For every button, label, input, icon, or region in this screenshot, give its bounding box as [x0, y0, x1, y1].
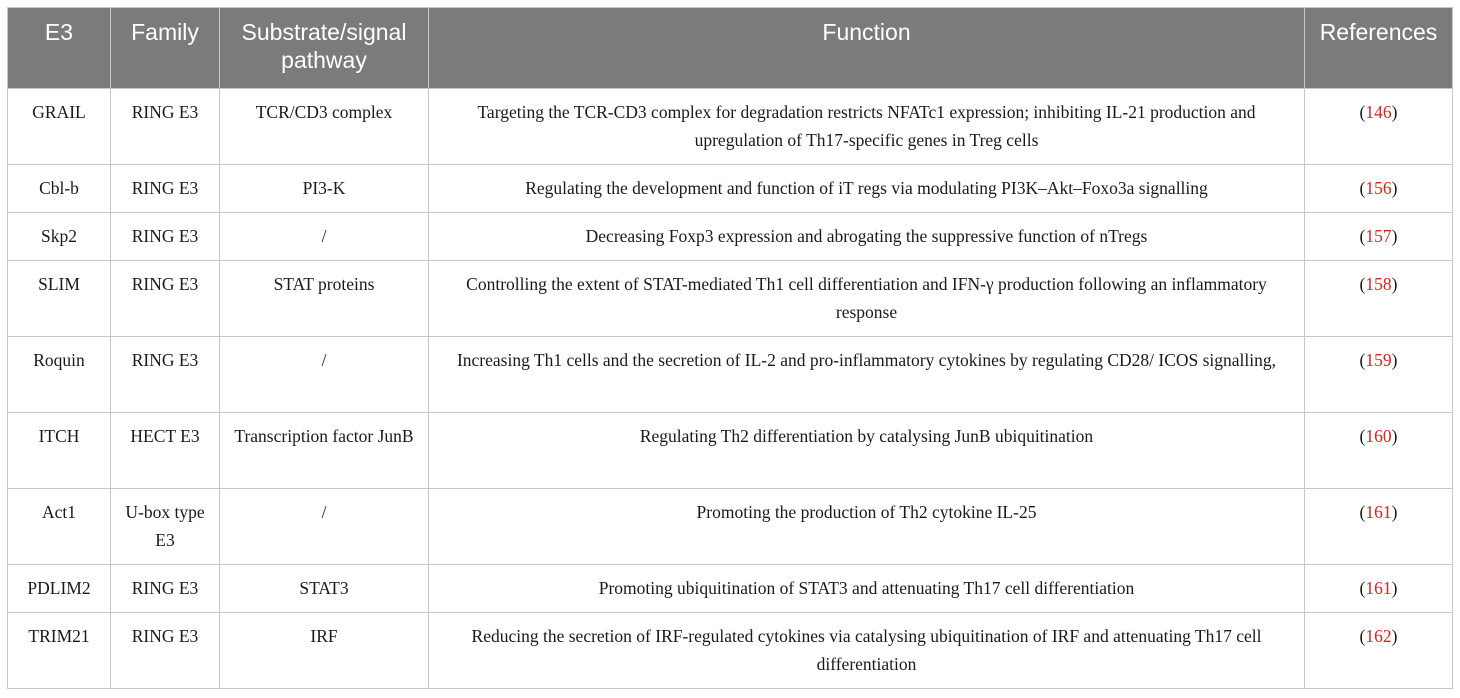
- cell-e3: SLIM: [8, 261, 111, 337]
- table-row: [8, 213, 1453, 261]
- cell-reference: (160): [1305, 413, 1453, 489]
- cell-function: Promoting the production of Th2 cytokine IL-25: [429, 489, 1305, 565]
- header-function: Function: [429, 8, 1305, 89]
- cell-substrate: /: [220, 213, 429, 261]
- reference-link[interactable]: 162: [1365, 626, 1392, 646]
- cell-reference: (159): [1305, 337, 1453, 413]
- table-row: [8, 413, 1453, 489]
- cell-family: RING E3: [111, 89, 220, 165]
- cell-reference: (161): [1305, 565, 1453, 613]
- cell-substrate: PI3-K: [220, 165, 429, 213]
- cell-substrate: Transcription factor JunB: [220, 413, 429, 489]
- header-e3: E3: [8, 8, 111, 89]
- cell-e3: PDLIM2: [8, 565, 111, 613]
- table-row: [8, 89, 1453, 165]
- reference-link[interactable]: 156: [1365, 178, 1392, 198]
- cell-family: U-box type E3: [111, 489, 220, 565]
- reference-link[interactable]: 146: [1365, 102, 1392, 122]
- table-row: [8, 261, 1453, 337]
- cell-function: Reducing the secretion of IRF-regulated cytokines via catalysing ubiquitination of IRF and attenuating Th17 cell differentiation: [429, 613, 1305, 689]
- cell-function: Regulating the development and function of iT regs via modulating PI3K–Akt–Foxo3a signalling: [429, 165, 1305, 213]
- header-references: References: [1305, 8, 1453, 89]
- cell-function: Increasing Th1 cells and the secretion of IL-2 and pro-inflammatory cytokines by regulating CD28/ ICOS signalling,: [429, 337, 1305, 413]
- cell-reference: (161): [1305, 489, 1453, 565]
- cell-family: RING E3: [111, 613, 220, 689]
- cell-e3: Act1: [8, 489, 111, 565]
- reference-link[interactable]: 157: [1365, 226, 1392, 246]
- cell-substrate: STAT3: [220, 565, 429, 613]
- cell-substrate: IRF: [220, 613, 429, 689]
- cell-family: RING E3: [111, 261, 220, 337]
- cell-function: Regulating Th2 differentiation by catalysing JunB ubiquitination: [429, 413, 1305, 489]
- cell-substrate: /: [220, 337, 429, 413]
- header-substrate: Substrate/signal pathway: [220, 8, 429, 89]
- cell-e3: Roquin: [8, 337, 111, 413]
- cell-family: RING E3: [111, 337, 220, 413]
- table-row: [8, 613, 1453, 689]
- cell-reference: (157): [1305, 213, 1453, 261]
- cell-function: Decreasing Foxp3 expression and abrogating the suppressive function of nTregs: [429, 213, 1305, 261]
- cell-substrate: STAT proteins: [220, 261, 429, 337]
- reference-link[interactable]: 159: [1365, 350, 1392, 370]
- cell-e3: ITCH: [8, 413, 111, 489]
- header-family: Family: [111, 8, 220, 89]
- e3-ligase-table: [7, 7, 1453, 689]
- cell-family: RING E3: [111, 165, 220, 213]
- cell-e3: Cbl-b: [8, 165, 111, 213]
- table-row: [8, 489, 1453, 565]
- cell-family: HECT E3: [111, 413, 220, 489]
- cell-substrate: TCR/CD3 complex: [220, 89, 429, 165]
- cell-family: RING E3: [111, 565, 220, 613]
- cell-family: RING E3: [111, 213, 220, 261]
- table-row: [8, 337, 1453, 413]
- cell-substrate: /: [220, 489, 429, 565]
- cell-function: Targeting the TCR-CD3 complex for degradation restricts NFATc1 expression; inhibiting IL-21 production and upregulation of Th17-specific genes in Treg cells: [429, 89, 1305, 165]
- cell-function: Controlling the extent of STAT-mediated Th1 cell differentiation and IFN-γ production following an inflammatory response: [429, 261, 1305, 337]
- reference-link[interactable]: 161: [1365, 578, 1392, 598]
- table-row: [8, 165, 1453, 213]
- cell-e3: Skp2: [8, 213, 111, 261]
- reference-link[interactable]: 160: [1365, 426, 1392, 446]
- table-row: [8, 565, 1453, 613]
- cell-reference: (156): [1305, 165, 1453, 213]
- cell-e3: GRAIL: [8, 89, 111, 165]
- cell-reference: (158): [1305, 261, 1453, 337]
- reference-link[interactable]: 158: [1365, 274, 1392, 294]
- table-header-row: [8, 8, 1453, 89]
- cell-reference: (162): [1305, 613, 1453, 689]
- cell-function: Promoting ubiquitination of STAT3 and attenuating Th17 cell differentiation: [429, 565, 1305, 613]
- cell-reference: (146): [1305, 89, 1453, 165]
- cell-e3: TRIM21: [8, 613, 111, 689]
- reference-link[interactable]: 161: [1365, 502, 1392, 522]
